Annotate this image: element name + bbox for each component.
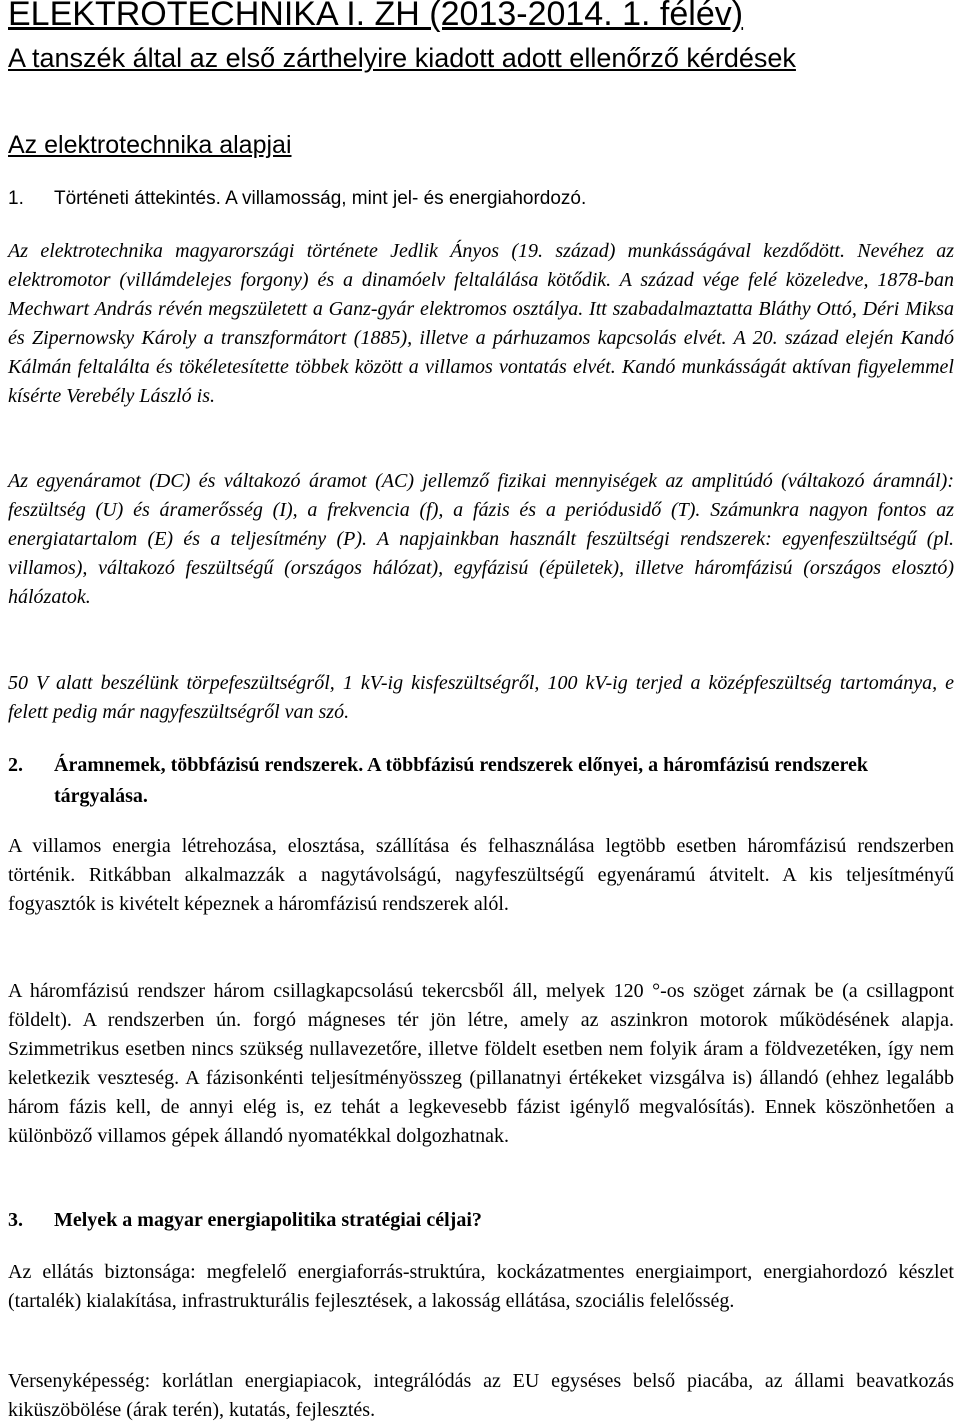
question-1-paragraph-2: Az egyenáramot (DC) és váltakozó áramot (AC) jellemző fizikai mennyiségek az amplitúdó (váltakozó áramnál): feszültség (U) és áramerősség (I), a frekvencia (f), a fázis és a periódusidő (T). Számunkra nagyon fontos az energiatartalom (E) és a teljesítmény (P). A napjainkban használt feszültségi rendszerek: egyenfeszültségű (pl. villamos), váltakozó feszültségű (országos hálózat), egyfázisú (épületek), illetve háromfázisú (országos elosztó) hálózatok.: [8, 470, 954, 608]
question-3-heading: [8, 1205, 954, 1236]
question-1-title: Történeti áttekintés. A villamosság, mint jel- és energiahordozó.: [54, 188, 587, 209]
question-2-paragraph-2: A háromfázisú rendszer három csillagkapcsolású tekercsből áll, melyek 120 °-os szöget zárnak be (a csillagpont földelt). A rendszerben ún. forgó mágneses tér jön létre, amely az aszinkron motorok működésének alapja. Szimmetrikus esetben nincs szükség nullavezetőre, illetve földelt esetben nem folyik áram a földvezetéken, így nem keletkezik veszteség. A fázisonkénti teljesítményösszeg (pillanatnyi értékeket vizsgálva is) állandó (ehhez legalább három fázis kell, de annyi elég is, ez tehát a legkevesebb fázist igénylő megvalósítás). Ennek köszönhetően a különböző villamos gépek állandó nyomatékkal dolgozhatnak.: [8, 980, 954, 1147]
question-3-title: Melyek a magyar energiapolitika stratégiai céljai?: [54, 1209, 482, 1231]
question-1-heading: [8, 187, 586, 211]
question-2-number: 2.: [8, 754, 23, 776]
question-3-number: 3.: [8, 1209, 23, 1231]
document-title: ELEKTROTECHNIKA I. ZH (2013-2014. 1. félév): [8, 0, 744, 33]
document-subtitle: A tanszék által az első zárthelyire kiadott adott ellenőrző kérdések: [8, 43, 796, 73]
question-3-paragraph-1: Az ellátás biztonsága: megfelelő energiaforrás-struktúra, kockázatmentes energiaimport, energiahordozó készlet (tartalék) kialakítása, infrastrukturális fejlesztések, a lakosság ellátása, szociális felelősség.: [8, 1261, 954, 1312]
question-2-heading: [8, 750, 954, 812]
question-2-title: Áramnemek, többfázisú rendszerek. A többfázisú rendszerek előnyei, a háromfázisú rendszerek tárgyalása.: [54, 754, 869, 807]
question-2-paragraph-1: A villamos energia létrehozása, elosztása, szállítása és felhasználása legtöbb esetben háromfázisú rendszerben történik. Ritkábban alkalmazzák a nagytávolságú, nagyfeszültségű egyenáramú átvitelt. A kis teljesítményű fogyasztók is kivételt képeznek a háromfázisú rendszerek alól.: [8, 835, 954, 915]
question-1-paragraph-3: 50 V alatt beszélünk törpefeszültségről, 1 kV-ig kisfeszültségről, 100 kV-ig terjed a középfeszültség tartománya, e felett pedig már nagyfeszültségről van szó.: [8, 672, 954, 723]
question-3-paragraph-2: Versenyképesség: korlátlan energiapiacok, integrálódás az EU egyséses belső piacába, az állami beavatkozás kiküszöbölése (árak terén), kutatás, fejlesztés.: [8, 1370, 954, 1421]
question-1-paragraph-1: Az elektrotechnika magyarországi története Jedlik Ányos (19. század) munkásságával kezdődött. Nevéhez az elektromotor (villámdelejes forgony) és a dinamóelv feltalálása kötődik. A század vége felé közeledve, 1878-ban Mechwart András révén megszületett a Ganz-gyár elektromos osztálya. Itt szabadalmaztatta Bláthy Ottó, Déri Miksa és Zipernowsky Károly a transzformátort (1885), illetve a párhuzamos kapcsolás elvét. A 20. század elején Kandó Kálmán feltalálta és tökéletesítette többek között a villamos vontatás elvét. Kandó munkásságát aktívan figyelemmel kísérte Verebély László is.: [8, 240, 954, 407]
section-title: Az elektrotechnika alapjai: [8, 131, 292, 159]
question-1-number: 1.: [8, 188, 24, 209]
